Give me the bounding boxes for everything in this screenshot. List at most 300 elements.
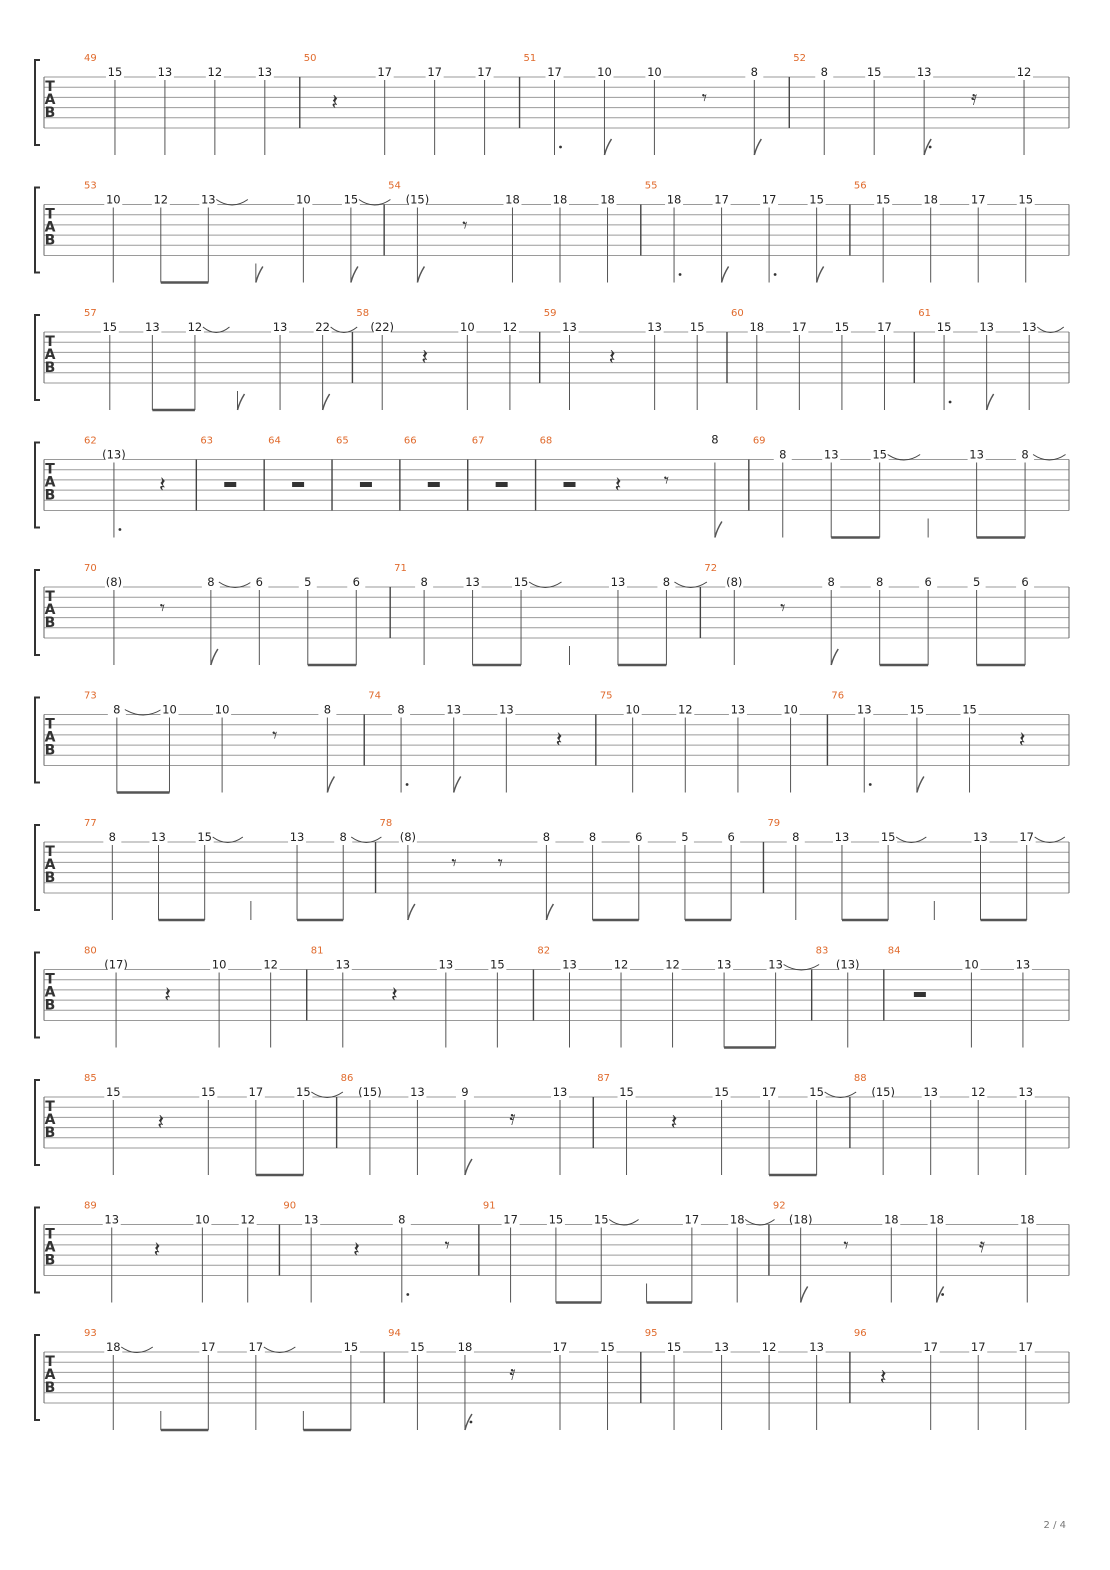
system-bracket — [35, 60, 40, 145]
measure-number: 77 — [84, 818, 97, 829]
fret-number: 15 — [200, 1085, 216, 1099]
measure — [84, 308, 357, 410]
fret-number: 10 — [105, 192, 121, 207]
fret-number: 15 — [105, 1085, 121, 1099]
tab-clef-letter: T — [45, 971, 55, 988]
tab-clef-letter: A — [44, 347, 56, 363]
fret-number: 6 — [352, 575, 360, 589]
measure — [533, 946, 819, 1048]
fret-number: 8 — [662, 575, 671, 589]
tab-clef-letter: T — [45, 206, 55, 223]
measure-number: 52 — [793, 53, 807, 64]
measure-number: 67 — [471, 435, 485, 447]
measure — [593, 1073, 856, 1175]
fret-number: 15 — [548, 1212, 564, 1227]
tab-clef-letter: B — [44, 742, 56, 759]
measure-number: 72 — [704, 563, 718, 574]
tab-system — [35, 308, 1069, 410]
quarter-rest: 𝄽 — [390, 983, 398, 1008]
measure-number: 85 — [84, 1073, 97, 1084]
fret-number: 13 — [499, 702, 514, 717]
system-bracket — [35, 188, 40, 273]
measure — [727, 308, 893, 410]
note-flag — [327, 777, 334, 793]
measure — [827, 691, 1025, 793]
fret-number: 15 — [600, 1340, 615, 1354]
eighth-rest: 𝄾 — [663, 468, 670, 492]
measure — [384, 1328, 616, 1430]
measure — [850, 181, 1035, 283]
measure-number: 51 — [523, 53, 537, 64]
fret-number: 12 — [207, 65, 223, 79]
note-flag — [987, 394, 994, 410]
fret-number: 15 — [962, 702, 977, 717]
quarter-rest: 𝄽 — [164, 983, 171, 1008]
system-bracket — [35, 825, 40, 910]
measure — [641, 181, 826, 283]
fret-number: 13 — [272, 320, 288, 334]
half-rest — [292, 482, 304, 487]
quarter-rest: 𝄽 — [153, 1238, 161, 1263]
measure — [352, 308, 518, 410]
tab-clef-letter: A — [44, 857, 56, 873]
note-flag — [715, 522, 722, 538]
fret-number: 12 — [677, 702, 693, 717]
fret-number: 15 — [809, 1085, 824, 1099]
measure — [789, 53, 1033, 155]
fret-number: 17 — [552, 1340, 568, 1354]
fret-number: 13 — [647, 320, 662, 334]
fret-number: 15 — [689, 320, 705, 334]
fret-number: 6 — [255, 575, 263, 589]
note-flag — [237, 394, 244, 410]
system-bracket — [35, 1208, 40, 1293]
half-rest — [360, 482, 372, 487]
fret-number: 12 — [970, 1085, 986, 1099]
system-bracket — [35, 570, 40, 655]
fret-number: (17) — [104, 957, 128, 972]
augmentation-dot — [406, 783, 409, 786]
measure-number: 56 — [853, 180, 867, 192]
tab-clef-letter: T — [45, 1354, 55, 1370]
note-flag — [722, 267, 729, 283]
fret-number: 17 — [200, 1340, 216, 1354]
fret-number: 13 — [1021, 320, 1037, 334]
note-flag — [351, 267, 358, 283]
measure-number: 95 — [644, 1328, 658, 1339]
fret-number: 13 — [716, 957, 732, 972]
measure-number: 62 — [84, 435, 97, 447]
measure — [769, 1201, 1036, 1303]
measure — [84, 946, 280, 1048]
sixteenth-rest: 𝄿 — [971, 85, 978, 110]
sixteenth-rest: 𝄿 — [509, 1105, 516, 1130]
measure-number: 70 — [84, 563, 97, 574]
measure-number: 84 — [887, 945, 901, 957]
measure-number: 90 — [283, 1200, 297, 1212]
fret-number: 13 — [335, 957, 351, 972]
fret-number: (8) — [726, 575, 743, 589]
measure-number: 63 — [200, 435, 214, 447]
measure — [279, 1201, 449, 1303]
fret-number: 10 — [597, 65, 612, 79]
tab-system — [35, 563, 1069, 665]
augmentation-dot — [941, 1293, 944, 1296]
measure-number: 64 — [268, 435, 281, 447]
eighth-rest: 𝄾 — [272, 723, 278, 747]
tab-clef-letter: A — [44, 729, 56, 746]
fret-number: (15) — [405, 192, 430, 207]
fret-number: 8 — [750, 65, 758, 79]
fret-number: 10 — [195, 1212, 210, 1227]
measure-number: 55 — [644, 180, 658, 192]
fret-number: 17 — [761, 1085, 777, 1099]
measure — [307, 946, 507, 1048]
fret-number: 17 — [248, 1085, 264, 1099]
fret-number: 15 — [809, 192, 824, 207]
sixteenth-rest: 𝄿 — [978, 1233, 986, 1257]
augmentation-dot — [679, 273, 682, 276]
half-rest — [564, 482, 576, 487]
fret-number: 13 — [438, 957, 454, 972]
fret-number: 15 — [343, 1340, 359, 1354]
fret-number: 8 — [207, 575, 215, 589]
fret-number: 6 — [635, 830, 643, 844]
augmentation-dot — [929, 146, 932, 149]
measure — [376, 818, 741, 920]
tab-clef-letter: T — [45, 334, 55, 350]
fret-number: 10 — [625, 702, 640, 717]
fret-number: 12 — [187, 320, 203, 334]
fret-number: 10 — [460, 320, 475, 334]
fret-number: 13 — [145, 320, 160, 334]
augmentation-dot — [406, 1293, 409, 1296]
fret-number: 17 — [877, 320, 892, 334]
fret-number: 17 — [547, 65, 562, 79]
measure-number: 86 — [340, 1073, 354, 1084]
fret-number: 13 — [768, 957, 783, 972]
fret-number: 18 — [883, 1212, 899, 1227]
measure-number: 65 — [336, 435, 349, 447]
fret-number: 13 — [200, 192, 216, 207]
fret-number: 8 — [397, 702, 405, 717]
fret-number: 9 — [461, 1085, 469, 1099]
measure — [84, 1073, 343, 1175]
eighth-rest: 𝄾 — [780, 595, 786, 620]
fret-number: (13) — [102, 447, 126, 462]
fret-number: 12 — [153, 192, 169, 207]
tab-clef-letter: B — [44, 615, 56, 631]
fret-number: 17 — [477, 65, 492, 79]
note-flag — [831, 649, 838, 665]
note-flag — [801, 1287, 808, 1303]
fret-number: 15 — [714, 1085, 729, 1099]
measure — [641, 1328, 826, 1430]
augmentation-dot — [949, 401, 952, 404]
fret-number: 8 — [876, 575, 884, 589]
fret-number: 10 — [162, 702, 177, 717]
fret-number: 15 — [490, 957, 505, 972]
fret-number: 13 — [446, 702, 462, 717]
measure-number: 93 — [84, 1328, 97, 1339]
measure-number: 54 — [388, 180, 401, 192]
fret-number: 15 — [936, 320, 952, 334]
fret-number: 13 — [809, 1340, 824, 1354]
measure-number: 59 — [543, 308, 557, 319]
tab-clef-letter: B — [44, 1125, 56, 1141]
fret-number: 13 — [465, 575, 480, 589]
fret-number: 12 — [761, 1340, 777, 1354]
quarter-rest: 𝄽 — [555, 728, 563, 753]
fret-number: 13 — [823, 447, 839, 462]
measure — [84, 691, 336, 793]
fret-number: 8 — [398, 1212, 406, 1227]
measure — [84, 818, 381, 920]
fret-number: 10 — [783, 702, 798, 717]
augmentation-dot — [774, 273, 777, 276]
tab-clef-letter: B — [44, 360, 56, 376]
fret-number: 8 — [792, 830, 800, 844]
fret-number: 18 — [105, 1340, 121, 1354]
note-flag — [417, 267, 424, 283]
fret-number: 13 — [410, 1085, 425, 1099]
tab-clef-letter: A — [44, 92, 56, 108]
measure-number: 79 — [767, 818, 781, 829]
tab-system — [35, 946, 1069, 1048]
tab-system — [35, 1201, 1069, 1303]
fret-number: 22 — [315, 320, 330, 334]
note-flag — [817, 267, 824, 283]
measure — [763, 818, 1064, 920]
measure-number: 89 — [84, 1200, 97, 1212]
fret-number: (15) — [358, 1085, 382, 1099]
measure — [812, 946, 860, 1048]
fret-number: 12 — [240, 1212, 256, 1227]
system-bracket — [35, 953, 40, 1038]
fret-number: 17 — [970, 192, 986, 207]
eighth-rest: 𝄾 — [451, 850, 457, 875]
fret-number: 17 — [427, 65, 442, 79]
tab-clef-letter: A — [44, 1367, 56, 1383]
fret-number: 13 — [1015, 957, 1031, 972]
fret-number: 10 — [647, 65, 662, 79]
measure — [400, 436, 440, 511]
measure — [540, 308, 706, 410]
fret-number: 18 — [552, 192, 568, 207]
fret-number: 18 — [729, 1212, 745, 1227]
fret-number: 5 — [972, 575, 981, 589]
note-flag — [408, 904, 415, 920]
fret-number: 18 — [923, 192, 939, 207]
fret-number: 13 — [157, 65, 173, 79]
tab-clef-letter: B — [44, 487, 56, 504]
measure-number: 58 — [356, 308, 370, 319]
tab-clef-letter: B — [44, 105, 56, 121]
fret-number: 13 — [289, 830, 305, 844]
system-bracket — [35, 443, 40, 528]
measure-number: 69 — [752, 435, 766, 447]
quarter-rest: 𝄽 — [1018, 728, 1026, 753]
fret-number: 8 — [779, 447, 787, 462]
measure-number: 96 — [853, 1328, 867, 1339]
fret-number: 18 — [929, 1212, 944, 1227]
fret-number: 13 — [834, 830, 850, 844]
note-flag — [546, 904, 553, 920]
measure-number: 76 — [831, 690, 845, 702]
system-bracket — [35, 1335, 40, 1420]
fret-number: 15 — [296, 1085, 311, 1099]
fret-number: 10 — [214, 702, 230, 717]
measure — [700, 563, 1034, 665]
fret-number: 18 — [749, 320, 765, 334]
fret-number: 15 — [107, 65, 123, 79]
tab-system — [35, 1328, 1069, 1430]
fret-number: 15 — [909, 702, 925, 717]
fret-number: 13 — [969, 447, 984, 462]
fret-number: 13 — [979, 320, 994, 334]
fret-number: 15 — [197, 830, 213, 844]
fret-number: (22) — [370, 320, 395, 334]
quarter-rest: 𝄽 — [157, 1110, 165, 1136]
measure — [300, 53, 494, 155]
tab-clef-letter: A — [44, 984, 56, 1001]
fret-number: 17 — [761, 192, 777, 207]
measure — [884, 946, 1032, 1048]
fret-number: 13 — [552, 1085, 568, 1099]
measure-number: 94 — [388, 1328, 401, 1339]
measure — [749, 436, 1066, 538]
eighth-rest: 𝄾 — [701, 85, 708, 110]
fret-number: 15 — [866, 65, 882, 79]
sixteenth-rest: 𝄿 — [509, 1360, 516, 1385]
tab-system — [35, 53, 1069, 155]
measure-number: 74 — [368, 690, 381, 702]
fret-number: 13 — [923, 1085, 939, 1099]
eighth-rest: 𝄾 — [462, 213, 468, 237]
fret-number: 8 — [827, 575, 835, 589]
tab-clef-letter: A — [44, 474, 56, 491]
fret-number: 18 — [1019, 1212, 1035, 1227]
fret-number: 17 — [684, 1212, 700, 1227]
measure-number: 66 — [403, 435, 417, 447]
measure — [84, 436, 166, 538]
measure — [264, 436, 304, 511]
half-rest — [428, 482, 440, 487]
quarter-rest: 𝄽 — [421, 345, 429, 371]
fret-number: 17 — [714, 192, 729, 207]
measure — [84, 181, 390, 283]
fret-number: 8 — [323, 702, 332, 717]
fret-number: 6 — [727, 830, 735, 844]
fret-number: 8 — [108, 830, 116, 844]
fret-number: 13 — [1018, 1085, 1034, 1099]
fret-number: 13 — [151, 830, 166, 844]
measure — [850, 1328, 1035, 1430]
fret-number: (15) — [871, 1085, 895, 1099]
fret-number: 12 — [665, 957, 680, 972]
fret-number: 5 — [681, 830, 689, 844]
fret-number: (13) — [835, 957, 860, 972]
measure-number: 49 — [84, 53, 97, 64]
measure — [332, 436, 372, 511]
fret-number: 18 — [505, 192, 520, 207]
quarter-rest: 𝄽 — [879, 1365, 887, 1391]
eighth-rest: 𝄾 — [843, 1233, 849, 1257]
measure — [468, 436, 508, 511]
fret-number: 5 — [304, 575, 312, 589]
fret-number: 12 — [263, 957, 278, 972]
tab-clef-letter: B — [44, 997, 56, 1014]
tab-clef-letter: A — [44, 602, 56, 618]
system-bracket — [35, 1080, 40, 1165]
system-bracket — [35, 698, 40, 783]
measure-number: 80 — [84, 945, 97, 957]
fret-number: 15 — [619, 1085, 634, 1099]
note-flag — [256, 267, 263, 283]
fret-number: 17 — [377, 65, 393, 79]
quarter-rest: 𝄽 — [331, 90, 339, 116]
fret-number: 18 — [457, 1340, 473, 1354]
tab-clef-letter: T — [45, 844, 55, 860]
quarter-rest: 𝄽 — [608, 345, 616, 371]
tab-clef-letter: B — [44, 1252, 56, 1269]
augmentation-dot — [869, 783, 872, 786]
fret-number: 15 — [666, 1340, 682, 1354]
fret-number: 13 — [104, 1212, 120, 1227]
measure-number: 91 — [482, 1200, 496, 1212]
measure — [84, 1201, 257, 1303]
measure — [384, 181, 616, 283]
measure-number: 73 — [84, 690, 97, 702]
note-flag — [211, 649, 218, 665]
measure-number: 88 — [853, 1073, 867, 1084]
tab-clef-letter: T — [45, 716, 55, 733]
fret-number: 15 — [513, 575, 529, 589]
fret-number: 12 — [1016, 65, 1032, 79]
measure — [479, 1201, 775, 1303]
fret-number: 8 — [339, 830, 347, 844]
fret-number: 15 — [343, 192, 359, 207]
measure — [390, 563, 707, 665]
tab-system — [35, 818, 1069, 920]
fret-number: 13 — [714, 1340, 729, 1354]
fret-number: 8 — [820, 65, 828, 79]
measure-number: 83 — [815, 945, 829, 957]
half-rest — [496, 482, 508, 487]
tab-clef-letter: A — [44, 1239, 56, 1256]
tab-clef-letter: T — [45, 589, 55, 605]
measure — [536, 433, 724, 538]
note-flag — [454, 777, 461, 793]
fret-number: 15 — [1018, 192, 1034, 207]
fret-number: 8 — [420, 575, 428, 589]
fret-number: 13 — [562, 957, 577, 972]
measure-number: 75 — [599, 690, 613, 702]
fret-number: 15 — [875, 192, 891, 207]
fret-number: 13 — [257, 65, 273, 79]
augmentation-dot — [559, 146, 562, 149]
tab-clef-letter: T — [45, 79, 55, 95]
fret-number: 17 — [1018, 1340, 1034, 1354]
page-number: 2 / 4 — [1043, 1520, 1066, 1531]
note-flag — [465, 1159, 472, 1175]
tab-clef-letter: B — [44, 870, 56, 886]
measure-number: 78 — [379, 818, 393, 829]
note-flag — [604, 139, 611, 155]
fret-number: 8 — [1021, 447, 1029, 462]
measure-number: 61 — [918, 308, 932, 319]
fret-number: 12 — [502, 320, 518, 334]
